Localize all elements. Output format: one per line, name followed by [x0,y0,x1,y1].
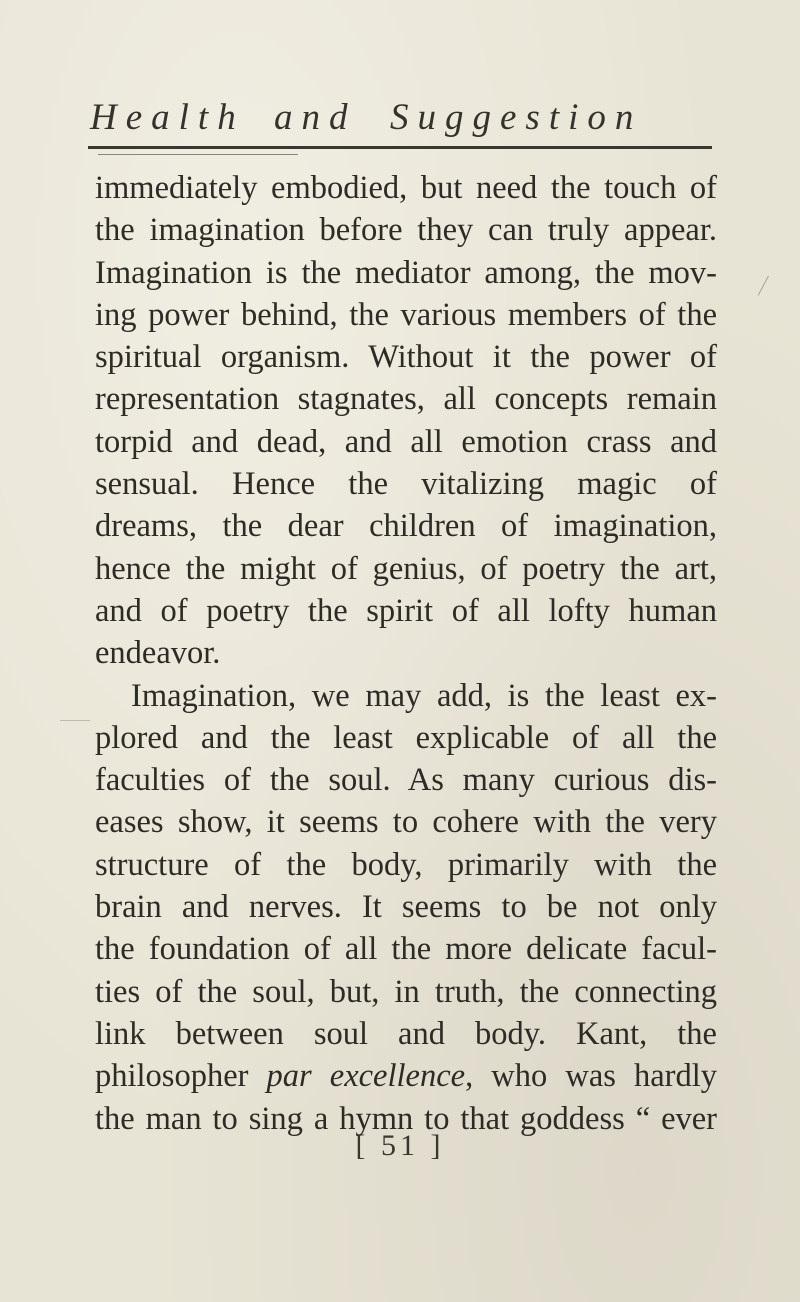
text-line: brain and nerves. It seems to be not only [95,889,717,926]
running-head [90,96,720,140]
text-line: torpid and dead, and all emotion crass and [95,423,717,460]
text-line: hence the might of genius, of poetry the art, [95,550,717,587]
text-line: faculties of the soul. As many curious dis- [95,762,717,799]
text-line: Imagination is the mediator among, the mov- [95,254,717,291]
text-line: spiritual organism. Without it the power of [95,339,717,376]
text-line: sensual. Hence the vitalizing magic of [95,466,717,503]
text-line: immediately embodied, but need the touch of [95,170,717,206]
text-line: and of poetry the spirit of all lofty human [95,592,717,629]
text-segment: philosopher [95,1058,267,1095]
text-line: the man to sing a hymn to that goddess “ ever [95,1100,717,1137]
text-line: ing power behind, the various members of the [95,296,717,333]
text-line: Imagination, we may add, is the least ex- [131,677,717,714]
text-line: eases show, it seems to cohere with the very [95,804,717,841]
running-head-middle: and [274,97,357,138]
header-rule [88,146,712,149]
text-line: representation stagnates, all concepts remain [95,381,717,418]
header-rule-fine [98,154,298,155]
text-line: structure of the body, primarily with the [95,846,717,883]
paragraph-1 [95,167,717,675]
margin-pencil-dash [60,720,90,721]
running-head-right: Suggestion [390,97,643,138]
text-line: ties of the soul, but, in truth, the connecting [95,973,717,1010]
body-text [95,167,717,1140]
page-number: [ 51 ] [355,1129,445,1162]
text-line: the foundation of all the more delicate facul- [95,931,717,968]
text-line: endeavor. [95,635,221,672]
text-segment: , who was hardly [465,1058,717,1095]
text-line: dreams, the dear children of imagination, [95,508,717,545]
paragraph-2 [95,675,717,1140]
text-line: plored and the least explicable of all the [95,719,717,756]
text-line-mixed [95,1055,717,1097]
running-head-left: Health [90,97,245,138]
text-line: link between soul and body. Kant, the [95,1015,717,1052]
italic-phrase: par excellence [266,1058,466,1095]
text-line: the imagination before they can truly appear. [95,212,717,249]
margin-pencil-mark [758,276,782,302]
